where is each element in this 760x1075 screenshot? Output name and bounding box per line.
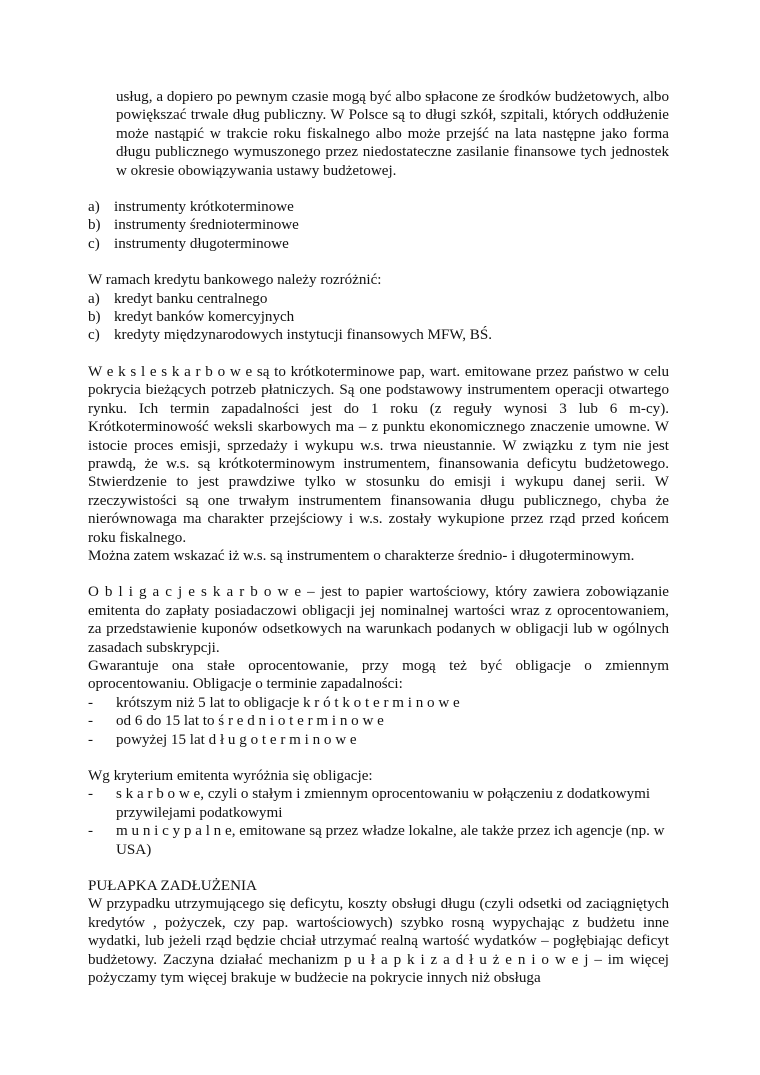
list-marker: a) bbox=[88, 199, 100, 216]
issuer-description: , emitowane są przez władze lokalne, ale także przez ich agencje (np. w USA) bbox=[116, 823, 665, 858]
intro-paragraph: usług, a dopiero po pewnym czasie mogą być albo spłacone ze środków budżetowych, albo powiększać trwale dług publiczny. W Polsce są to długi szkół, szpitali, których oddłużenie może nastąpić w trakcie roku fiskalnego albo może przejść na lata następne jako forma długu publicznego wymuszonego przez niedostateczne zasilanie finansowe tych jednostek w okresie obowiązywania ustawy budżetowej. bbox=[116, 89, 669, 179]
list-item bbox=[88, 731, 669, 749]
issuer-term: s k a r b o w e bbox=[116, 786, 201, 803]
list-item-text: kredyty międzynarodowych instytucji finansowych MFW, BŚ. bbox=[114, 327, 492, 344]
list-marker: b) bbox=[88, 217, 101, 234]
list-item bbox=[88, 308, 669, 326]
list-item-text bbox=[116, 785, 669, 822]
bank-credit-list bbox=[88, 290, 669, 345]
list-item-text: kredyt banków komercyjnych bbox=[114, 309, 295, 326]
instruments-list bbox=[88, 198, 669, 253]
issuer-description: , czyli o stałym i zmiennym oprocentowaniu w połączeniu z dodatkowymi przywilejami podatkowymi bbox=[116, 786, 651, 821]
debt-trap-body-start: W przypadku utrzymującego się deficytu, koszty obsługi długu (czyli odsetki od zaciągniętych kredytów , pożyczek, czy pap. wartościowych) szybko rosną wypychając z budżetu inne wydatki, lub jeżeli rząd będzie chciał utrzymać realną wartość wydatków – pogłębiając deficyt budżetowy. Zaczyna działać mechanizm bbox=[88, 896, 669, 968]
maturity-term: k r ó t k o t e r m i n o w e bbox=[302, 694, 460, 711]
spacer bbox=[88, 749, 669, 767]
spacer bbox=[88, 180, 669, 198]
bank-credit-heading: W ramach kredytu bankowego należy rozróżnić: bbox=[88, 272, 382, 289]
list-marker: b) bbox=[88, 309, 101, 326]
debt-trap-body-end: – im więcej pożyczamy tym więcej brakuje w budżecie na pokrycie innych niż obsługa bbox=[88, 951, 670, 987]
list-item bbox=[88, 290, 669, 308]
spacer bbox=[88, 345, 669, 363]
debt-trap-heading: PUŁAPKA ZADŁUŻENIA bbox=[88, 878, 257, 895]
list-item bbox=[88, 785, 669, 822]
maturity-description: od 6 do 15 lat to bbox=[116, 713, 219, 730]
list-marker: c) bbox=[88, 235, 100, 252]
debt-trap-term: p u ł a p k i z a d ł u ż e n i o w e j bbox=[344, 951, 589, 968]
list-marker: c) bbox=[88, 327, 100, 344]
maturity-term: ś r e d n i o t e r m i n o w e bbox=[218, 713, 384, 730]
list-item-text: instrumenty średnioterminowe bbox=[114, 217, 299, 234]
spacer bbox=[88, 565, 669, 583]
treasury-bills-conclusion: Można zatem wskazać iż w.s. są instrumentem o charakterze średnio- i długoterminowym. bbox=[88, 547, 635, 564]
maturity-description: powyżej 15 lat bbox=[116, 731, 209, 748]
list-item-text bbox=[116, 822, 669, 859]
list-marker: - bbox=[88, 694, 94, 711]
list-item-text: instrumenty krótkoterminowe bbox=[114, 199, 294, 216]
issuer-term: m u n i c y p a l n e bbox=[116, 823, 232, 840]
list-marker: - bbox=[88, 713, 94, 730]
list-marker: - bbox=[88, 731, 94, 748]
list-item-text bbox=[116, 731, 669, 749]
list-marker: - bbox=[88, 786, 94, 803]
list-item bbox=[88, 326, 669, 344]
list-item bbox=[88, 235, 669, 253]
treasury-bills-term: W e k s l e s k a r b o w e bbox=[88, 363, 253, 380]
list-item bbox=[88, 198, 669, 216]
spacer bbox=[88, 253, 669, 271]
treasury-bonds-term: O b l i g a c j e s k a r b o w e bbox=[88, 584, 302, 601]
debt-trap-paragraph bbox=[88, 895, 669, 987]
interest-rate-paragraph: Gwarantuje ona stałe oprocentowanie, przy mogą też być obligacje o zmiennym oprocentowaniu. Obligacje o terminie zapadalności: bbox=[88, 657, 669, 693]
issuer-list bbox=[88, 785, 669, 859]
maturity-description: krótszym niż 5 lat to obligacje bbox=[116, 694, 303, 711]
list-item-text bbox=[116, 712, 669, 730]
treasury-bonds-body: – jest to papier wartościowy, który zawiera zobowiązanie emitenta do zapłaty posiadaczowi obligacji jej nominalnej wartości wraz z oprocentowaniem, za przedstawienie kuponów odsetkowych na warunkach podanych w obligacji lub w ogólnych zasadach subskrypcji. bbox=[88, 584, 669, 656]
document-page bbox=[88, 88, 669, 987]
maturity-term: d ł u g o t e r m i n o w e bbox=[208, 731, 357, 748]
list-item-text: instrumenty długoterminowe bbox=[114, 235, 289, 252]
treasury-bonds-paragraph bbox=[88, 583, 669, 657]
list-item-text: kredyt banku centralnego bbox=[114, 290, 268, 307]
spacer bbox=[88, 859, 669, 877]
maturity-list bbox=[88, 694, 669, 749]
list-marker: a) bbox=[88, 290, 100, 307]
list-item-text bbox=[116, 694, 669, 712]
list-marker: - bbox=[88, 823, 94, 840]
list-item bbox=[88, 216, 669, 234]
list-item bbox=[88, 822, 669, 859]
issuer-heading: Wg kryterium emitenta wyróżnia się obligacje: bbox=[88, 768, 373, 784]
list-item bbox=[88, 712, 669, 730]
treasury-bills-paragraph bbox=[88, 363, 669, 547]
treasury-bills-body: są to krótkoterminowe pap, wart. emitowane przez państwo w celu pokrycia bieżących potrzeb płatniczych. Są one podstawowy instrumentem operacji otwartego rynku. Ich termin zapadalności jest do 1 roku (z reguły wynosi 3 lub 6 m-cy). Krótkoterminowość weksli skarbowych ma – z punktu ekonomicznego znaczenie umowne. W istocie proces emisji, sprzedaży i wykupu w.s. trwa nieustannie. W związku z tym nie jest prawdą, że w.s. są krótkoterminowym instrumentem, finansowania deficytu budżetowego. Stwierdzenie to jest prawdziwe tylko w stosunku do emisji i wykupu danej serii. W rzeczywistości są one trwałym instrumentem finansowania długu publicznego, chyba że nierównowaga ma charakter przejściowy i w.s. zostały wykupione przez rząd przed końcem roku fiskalnego. bbox=[88, 363, 669, 546]
list-item bbox=[88, 694, 669, 712]
